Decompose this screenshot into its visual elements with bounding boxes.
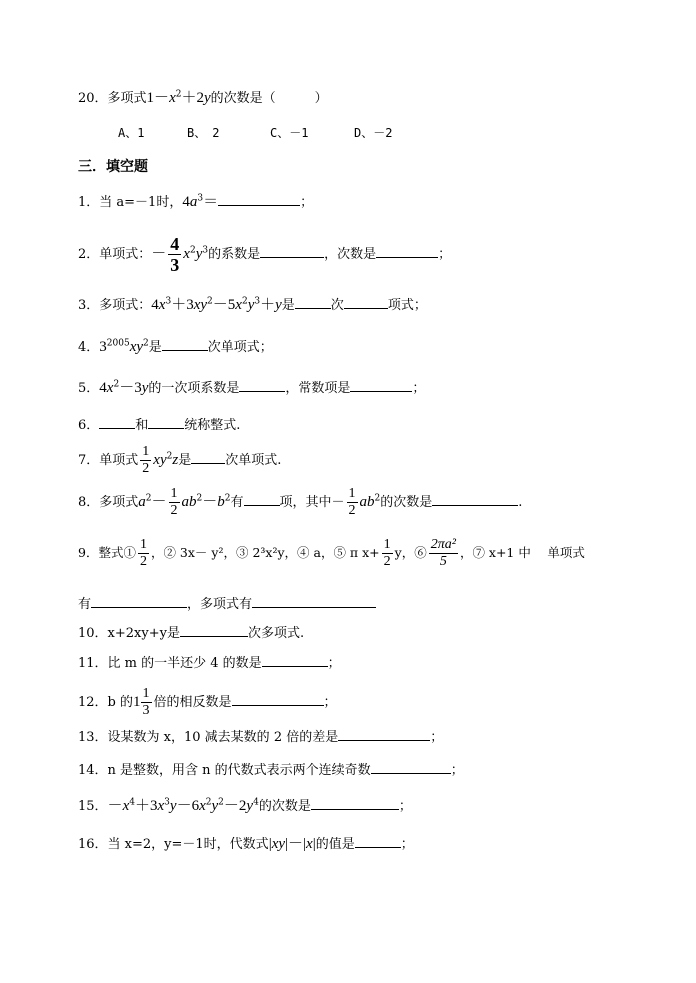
option-a[interactable]: A、1 (118, 126, 145, 140)
question-11: 11．比 m 的一半还少 4 的数是 ； (78, 653, 341, 674)
section-title: 三．填空题 (78, 159, 148, 175)
question-16: 16．当 x=2，y=－1时，代数式|xy|－|x|的值是 ； (78, 836, 414, 852)
question-2: 2．单项式：－ $\frac{4}{3}$ $x^2y^3$的系数是 ，次数是 ； (78, 234, 452, 275)
answer-blank[interactable] (376, 244, 438, 258)
answer-blank[interactable] (180, 623, 248, 637)
answer-blank[interactable] (260, 244, 324, 258)
question-4: 4．$3^{2005}xy^2$是 次单项式； (78, 338, 273, 355)
option-d[interactable]: D、－2 (354, 126, 393, 140)
question-15: 15．$-x^4+3x^3y-6x^2y^2-2y^4$的次数是 ； (78, 797, 412, 814)
answer-blank[interactable] (371, 760, 451, 774)
answer-blank[interactable] (244, 492, 280, 506)
option-c[interactable]: C、－1 (270, 126, 309, 140)
question-7: 7．单项式 $\frac{1}{2}$ $xy^2z$是 次单项式. (78, 444, 282, 476)
question-6: 6． 和 统称整式. (78, 415, 240, 436)
fraction: $\frac{1}{2}$ (142, 444, 150, 476)
question-20: 20．多项式$1-x^2+2y$的次数是（ ） (78, 89, 328, 106)
question-5: 5．$4x^2-3y$的一次项系数是 ，常数项是 ； (78, 379, 426, 396)
answer-blank[interactable] (232, 692, 324, 706)
answer-blank[interactable] (432, 492, 518, 506)
answer-blank[interactable] (239, 378, 285, 392)
answer-blank[interactable] (252, 594, 376, 608)
answer-blank[interactable] (355, 834, 401, 848)
question-12: 12．b 的1 $\frac{1}{3}$ 倍的相反数是 ； (78, 686, 337, 718)
answer-blank[interactable] (338, 727, 430, 741)
answer-blank[interactable] (295, 295, 331, 309)
answer-blank[interactable] (191, 450, 225, 464)
answer-blank[interactable] (350, 378, 412, 392)
answer-blank[interactable] (148, 415, 184, 429)
question-8: 8．多项式$a^2-$ $\frac{1}{2}$ $ab^2-b^2$有 项，其中－ $\frac{1}{2}$ $ab^2$的次数是 . (78, 486, 523, 518)
answer-blank[interactable] (218, 192, 300, 206)
answer-blank[interactable] (99, 415, 135, 429)
answer-blank[interactable] (311, 796, 399, 810)
question-9: 9．整式① $\frac{1}{2}$ ，② 3x－ y²，③ 2³x²y，④ a，⑤ π x+ $\frac{1}{2}$ y，⑥ $\frac{\text{2πa²}}{5}$ ，⑦ x+1 中 单项式 (78, 537, 585, 569)
answer-blank[interactable] (262, 653, 328, 667)
answer-blank[interactable] (344, 295, 388, 309)
question-9-line-2: 有 ，多项式有 (78, 594, 376, 615)
fraction: $\frac{4}{3}$ (170, 234, 180, 275)
question-14: 14．n 是整数，用含 n 的代数式表示两个连续奇数 ； (78, 760, 464, 781)
question-13: 13．设某数为 x，10 减去某数的 2 倍的差是 ； (78, 727, 443, 748)
answer-blank[interactable] (162, 337, 208, 351)
answer-blank[interactable] (91, 594, 187, 608)
question-10: 10．x+2xy+y是 次多项式. (78, 623, 304, 644)
question-3: 3．多项式：$4x^3+3xy^2-5x^2y^3+y$是 次 项式； (78, 296, 427, 313)
option-b[interactable]: B、 2 (187, 126, 220, 140)
question-1: 1．当 a=－1时，$4a^3=$ ； (78, 193, 314, 210)
